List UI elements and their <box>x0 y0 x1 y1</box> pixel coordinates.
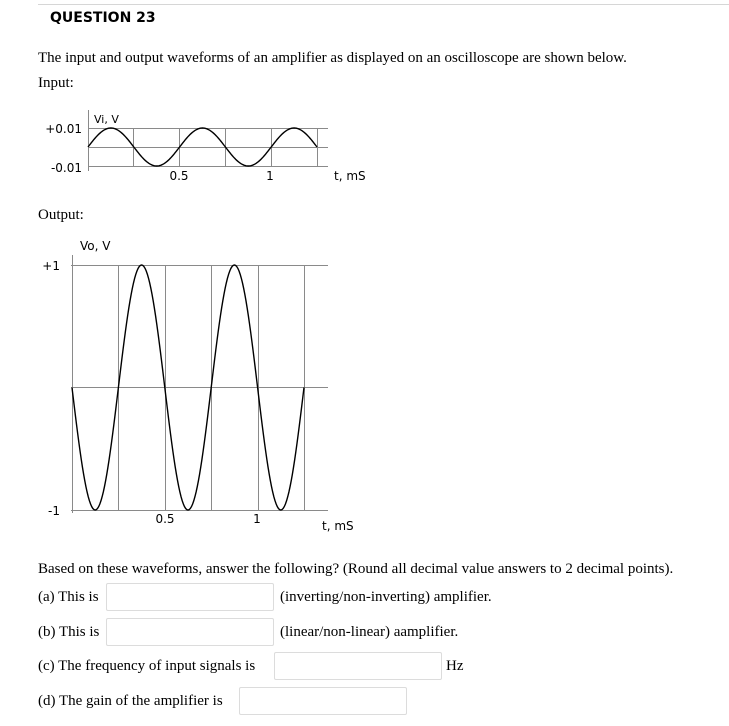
item-b-prefix: (b) This is <box>38 624 100 640</box>
input-x-tick-1: 1 <box>266 169 274 183</box>
answer-a-input[interactable] <box>106 583 274 611</box>
input-y-axis-label: Vi, V <box>94 113 119 126</box>
input-label: Input: <box>38 75 74 91</box>
input-x-tick-0-5: 0.5 <box>169 169 189 183</box>
output-y-axis-label: Vo, V <box>80 239 111 253</box>
answer-prompt: Based on these waveforms, answer the following? (Round all decimal value answers to 2 decimal points). <box>38 561 674 577</box>
item-c-suffix: Hz <box>446 658 464 674</box>
question-intro: The input and output waveforms of an amplifier as displayed on an oscilloscope are shown below. <box>38 50 627 66</box>
item-a-prefix: (a) This is <box>38 589 99 605</box>
output-y-tick-top: +1 <box>42 259 60 273</box>
question-title: QUESTION 23 <box>50 10 156 26</box>
input-x-axis-label: t, mS <box>334 169 366 183</box>
item-a-suffix: (inverting/non-inverting) amplifier. <box>280 589 492 605</box>
answer-c-input[interactable] <box>274 652 442 680</box>
output-waveform-chart <box>0 225 729 545</box>
input-y-tick-bottom: -0.01 <box>50 161 82 175</box>
output-x-tick-1: 1 <box>253 512 261 526</box>
item-c-prefix: (c) The frequency of input signals is <box>38 658 256 674</box>
item-d-prefix: (d) The gain of the amplifier is <box>38 693 223 709</box>
output-label: Output: <box>38 207 84 223</box>
input-grid <box>88 110 328 171</box>
answer-b-input[interactable] <box>106 618 274 646</box>
input-waveform-chart <box>0 0 729 200</box>
output-x-tick-0-5: 0.5 <box>155 512 175 526</box>
answer-d-input[interactable] <box>239 687 407 715</box>
output-y-tick-bottom: -1 <box>48 504 60 518</box>
input-y-tick-top: +0.01 <box>45 122 82 136</box>
item-b-suffix: (linear/non-linear) aamplifier. <box>280 624 459 640</box>
output-x-axis-label: t, mS <box>322 519 354 533</box>
